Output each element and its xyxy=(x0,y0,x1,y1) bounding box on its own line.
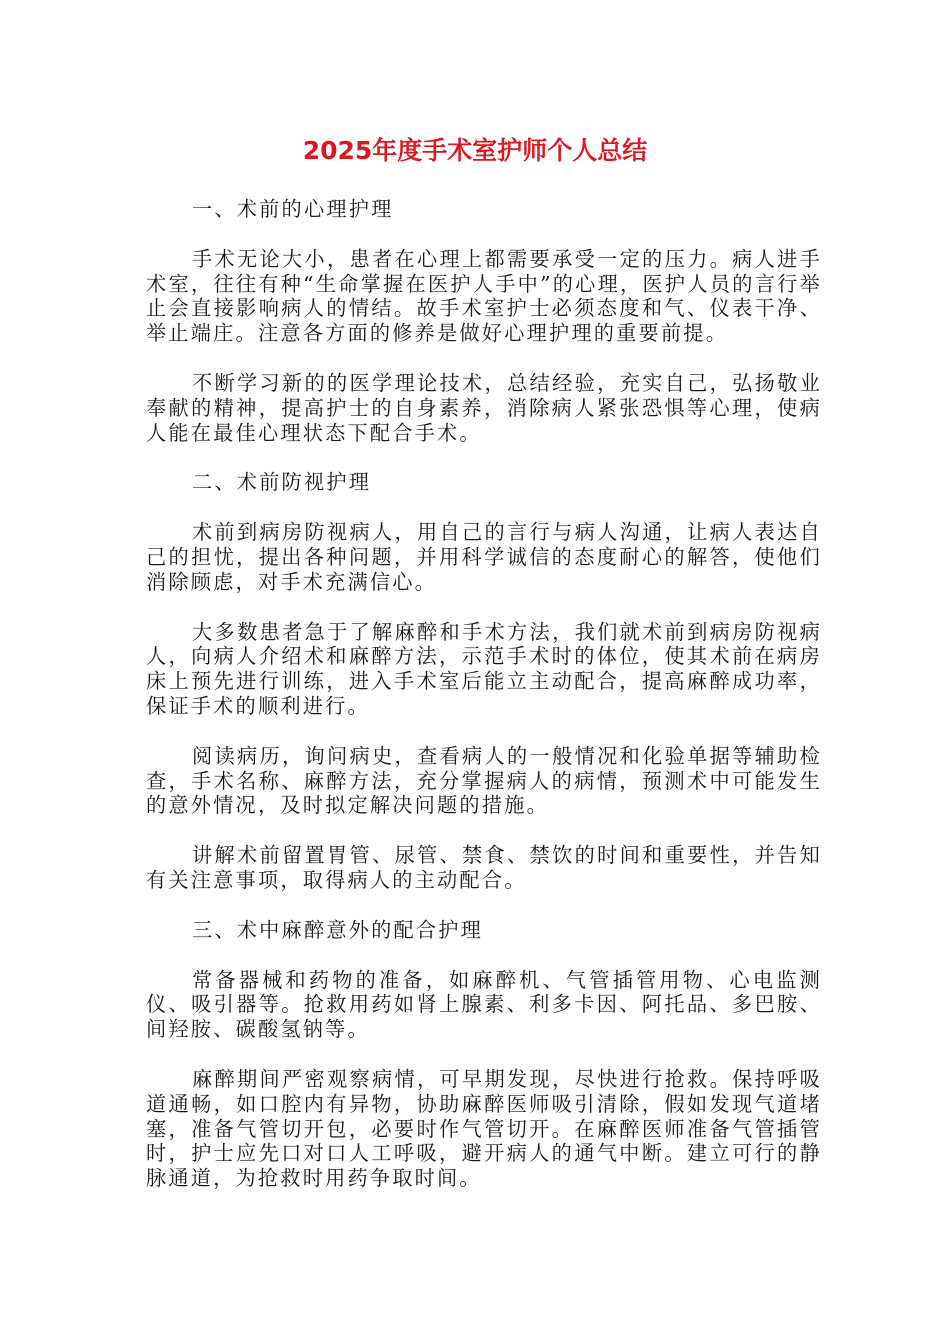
document-title: 2025年度手术室护师个人总结 xyxy=(302,136,648,165)
paragraph: 术前到病房防视病人，用自己的言行与病人沟通，让病人表达自己的担忧，提出各种问题，并用科学诚信的态度耐心的解答，使他们消除顾虑，对手术充满信心。 xyxy=(146,520,822,594)
paragraph: 常备器械和药物的准备，如麻醉机、气管插管用物、心电监测仪、吸引器等。抢救用药如肾上腺素、利多卡因、阿托品、多巴胺、间羟胺、碳酸氢钠等。 xyxy=(146,967,822,1042)
section-heading: 三、术中麻醉意外的配合护理 xyxy=(192,917,484,942)
section-heading: 一、术前的心理护理 xyxy=(192,197,394,221)
paragraph: 阅读病历，询问病史，查看病人的一般情况和化验单据等辅助检查，手术名称、麻醉方法，充分掌握病人的病情，预测术中可能发生的意外情况，及时拟定解决问题的措施。 xyxy=(146,743,822,818)
paragraph: 麻醉期间严密观察病情，可早期发现，尽快进行抢救。保持呼吸道通畅，如口腔内有异物，协助麻醉医师吸引清除，假如发现气道堵塞，准备气管切开包，必要时作气管切开。在麻醉医师准备气管插管时，护士应先口对口人工呼吸，避开病人的通气中断。建立可行的静脉通道，为抢救时用药争取时间。 xyxy=(146,1066,822,1191)
section-heading: 二、术前防视护理 xyxy=(192,470,372,495)
paragraph: 大多数患者急于了解麻醉和手术方法，我们就术前到病房防视病人，向病人介绍术和麻醉方法，示范手术时的体位，使其术前在病房床上预先进行训练，进入手术室后能立主动配合，提高麻醉成功率，保证手术的顺利进行。 xyxy=(146,619,822,718)
paragraph: 讲解术前留置胃管、尿管、禁食、禁饮的时间和重要性，并告知有关注意事项，取得病人的主动配合。 xyxy=(146,843,822,892)
paragraph: 手术无论大小，患者在心理上都需要承受一定的压力。病人进手术室，往往有种“生命掌握在医护人手中”的心理，医护人员的言行举止会直接影响病人的情结。故手术室护士必须态度和气、仪表干净、举止端庄。注意各方面的修养是做好心理护理的重要前提。 xyxy=(146,246,822,346)
paragraph: 不断学习新的的医学理论技术，总结经验，充实自己，弘扬敬业奉献的精神，提高护士的自身素养，消除病人紧张恐惧等心理，使病人能在最佳心理状态下配合手术。 xyxy=(146,370,822,445)
document-body xyxy=(146,197,822,1216)
